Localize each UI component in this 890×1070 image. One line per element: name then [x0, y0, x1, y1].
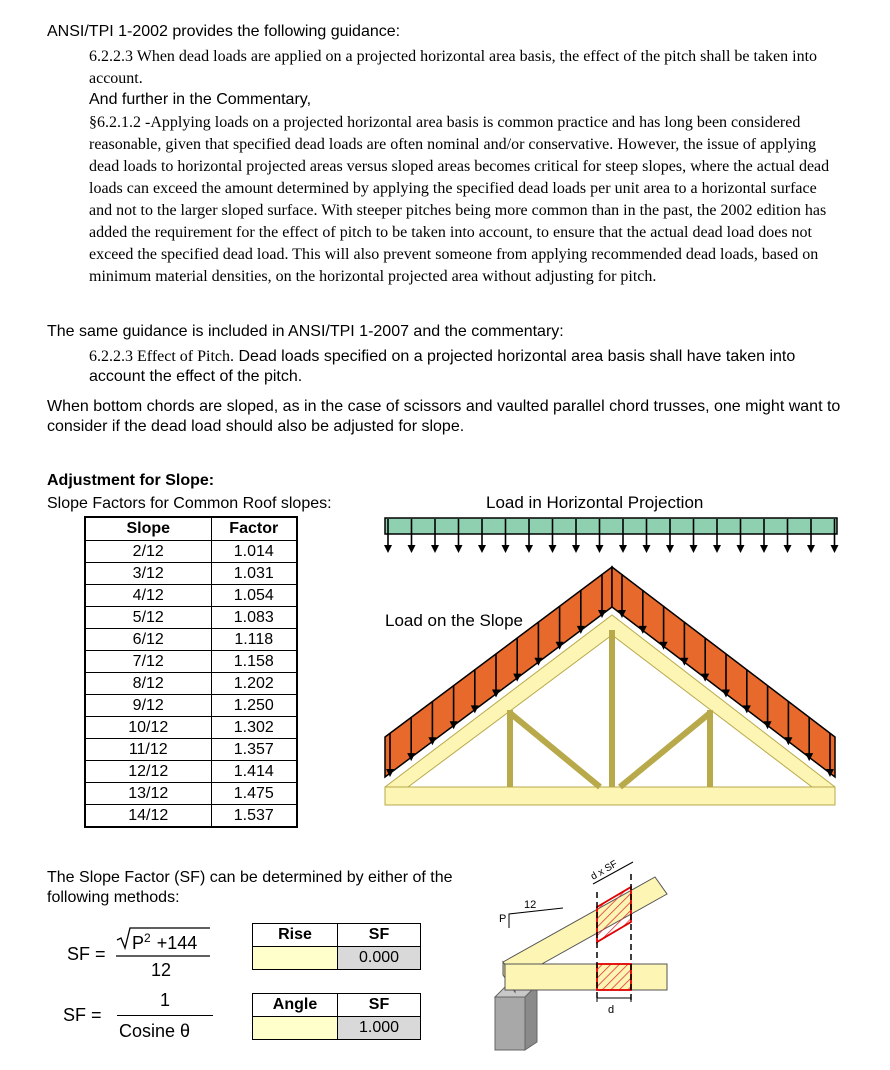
slope-cell: 11/12	[85, 739, 211, 761]
formula2-denominator: Cosine θ	[119, 1021, 191, 1041]
factor-cell: 1.302	[211, 717, 297, 739]
commentary-intro: And further in the Commentary,	[89, 91, 312, 108]
slope-cell: 12/12	[85, 761, 211, 783]
slope-cell: 4/12	[85, 585, 211, 607]
same-guidance-text: The same guidance is included in ANSI/TPI 1-2007 and the commentary:	[47, 323, 564, 340]
formula1-lhs: SF =	[67, 944, 106, 964]
slope-row	[85, 739, 297, 761]
slope-cell: 7/12	[85, 651, 211, 673]
factor-cell: 1.014	[211, 541, 297, 563]
angle-calculator	[252, 993, 421, 1040]
slope-cell: 9/12	[85, 695, 211, 717]
angle-sf-header: SF	[338, 994, 421, 1017]
factor-cell: 1.158	[211, 651, 297, 673]
horizontal-load-label: Load in Horizontal Projection	[486, 493, 704, 512]
slope-cell: 8/12	[85, 673, 211, 695]
slope-row	[85, 761, 297, 783]
slope-factor-caption: Slope Factors for Common Roof slopes:	[47, 495, 332, 512]
roof-load-diagram	[380, 515, 840, 810]
formula1-p: P	[132, 933, 145, 953]
slope-row	[85, 563, 297, 585]
quote-2007-text: Dead loads specified on a projected horizontal area basis shall have taken into account the effect of the pitch.	[89, 348, 796, 385]
pitch-run-label: 12	[524, 899, 537, 911]
rise-sf-output: 0.000	[338, 947, 421, 970]
horizontal-load-band	[385, 518, 837, 534]
sloped-width-label: d x SF	[589, 858, 620, 883]
factor-cell: 1.031	[211, 563, 297, 585]
angle-header: Angle	[253, 994, 338, 1017]
slope-row	[85, 695, 297, 717]
slope-row	[85, 607, 297, 629]
slope-row	[85, 783, 297, 805]
formula1-exp: 2	[144, 931, 151, 945]
angle-sf-output: 1.000	[338, 1017, 421, 1040]
width-label: d	[608, 1004, 615, 1016]
slope-cell: 3/12	[85, 563, 211, 585]
formula1-plus: +144	[156, 933, 198, 953]
factor-cell: 1.083	[211, 607, 297, 629]
slope-detail-diagram	[485, 852, 675, 1052]
bottom-chord-note: When bottom chords are sloped, as in the case of scissors and vaulted parallel chord trusses, one might want to consider if the dead load should also be adjusted for slope.	[47, 398, 841, 435]
angle-input[interactable]	[253, 1017, 338, 1040]
intro-text: ANSI/TPI 1-2002 provides the following guidance:	[47, 23, 401, 40]
pitch-rise-label: P	[499, 913, 507, 925]
slope-cell: 13/12	[85, 783, 211, 805]
rise-input[interactable]	[253, 947, 338, 970]
adjustment-title: Adjustment for Slope:	[47, 472, 215, 489]
slope-row	[85, 673, 297, 695]
factor-cell: 1.475	[211, 783, 297, 805]
factor-cell: 1.357	[211, 739, 297, 761]
rise-header: Rise	[253, 924, 338, 947]
factor-cell: 1.537	[211, 805, 297, 828]
slope-cell: 10/12	[85, 717, 211, 739]
slope-row	[85, 805, 297, 828]
slope-cell: 2/12	[85, 541, 211, 563]
slope-row	[85, 651, 297, 673]
factor-header: Factor	[211, 517, 297, 541]
quote-2007-provision	[89, 347, 829, 387]
slope-cell: 5/12	[85, 607, 211, 629]
slope-factor-table	[84, 516, 298, 828]
factor-cell: 1.250	[211, 695, 297, 717]
factor-cell: 1.202	[211, 673, 297, 695]
formula2-numerator: 1	[160, 990, 171, 1010]
commentary-quote: §6.2.1.2 -Applying loads on a projected horizontal area basis is common practice and has long been considered reasonable, given that specified dead loads are often nominal and/or conservative. However, the issue of applying dead loads to horizontal projected areas versus sloped areas becomes critical for steep slopes, where the actual dead loads can exceed the amount determined by applying the specified dead loads per unit area to a horizontal surface and not to the larger sloped surface. With steeper pitches being more common than in the past, the 2002 edition has added the requirement for the effect of pitch to be taken into account, to ensure that the actual dead load does not exceed the specified dead load. This will also prevent someone from applying recommended dead loads, based on minimum material densities, on the horizontal projected area without adjusting for pitch.	[89, 114, 830, 285]
slope-row	[85, 541, 297, 563]
slope-cell: 6/12	[85, 629, 211, 651]
slope-row	[85, 629, 297, 651]
method-caption: The Slope Factor (SF) can be determined by either of the following methods:	[47, 869, 453, 906]
factor-cell: 1.054	[211, 585, 297, 607]
formula1-numerator	[132, 931, 197, 954]
factor-cell: 1.118	[211, 629, 297, 651]
rise-calculator	[252, 923, 421, 970]
sloped-hatch	[597, 887, 631, 942]
slope-row	[85, 585, 297, 607]
formula2-bar	[117, 1015, 213, 1016]
rise-sf-header: SF	[338, 924, 421, 947]
quote-2007-number: 6.2.2.3 Effect of Pitch.	[89, 348, 235, 365]
formula1-denominator: 12	[151, 960, 172, 980]
slope-table-body	[85, 541, 297, 828]
slope-row	[85, 717, 297, 739]
slope-header: Slope	[85, 517, 211, 541]
flat-hatch	[597, 964, 631, 990]
quote-2002-provision: 6.2.2.3 When dead loads are applied on a projected horizontal area basis, the effect of the pitch shall be taken into account.	[89, 48, 818, 87]
slope-load-label: Load on the Slope	[385, 611, 524, 630]
formula2-lhs: SF =	[63, 1005, 102, 1025]
factor-cell: 1.414	[211, 761, 297, 783]
slope-cell: 14/12	[85, 805, 211, 828]
